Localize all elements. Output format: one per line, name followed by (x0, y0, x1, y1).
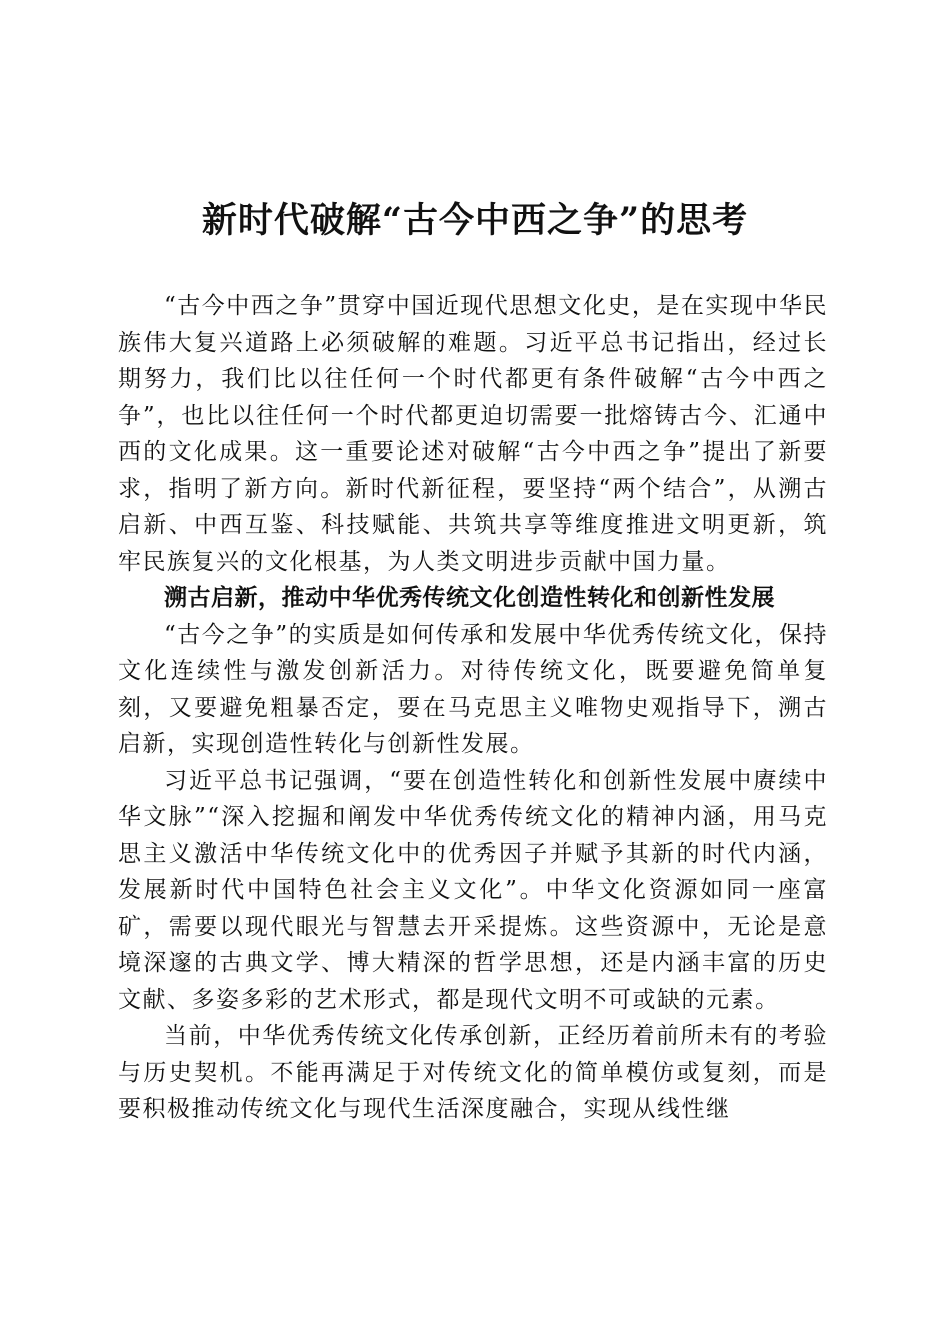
body-paragraph: 习近平总书记强调，“要在创造性转化和创新性发展中赓续中华文脉”“深入挖掘和阐发中华优秀传统文化的精神内涵，用马克思主义激活中华传统文化中的优秀因子并赋予其新的时代内涵，发展新时代中国特色社会主义文化”。中华文化资源如同一座富矿，需要以现代眼光与智慧去开采提炼。这些资源中，无论是意境深邃的古典文学、博大精深的哲学思想，还是内涵丰富的历史文献、多姿多彩的艺术形式，都是现代文明不可或缺的元素。 (118, 767, 828, 1013)
intro-paragraph: “古今中西之争”贯穿中国近现代思想文化史，是在实现中华民族伟大复兴道路上必须破解的难题。习近平总书记指出，经过长期努力，我们比以往任何一个时代都更有条件破解“古今中西之争”，也比以往任何一个时代都更迫切需要一批熔铸古今、汇通中西的文化成果。这一重要论述对破解“古今中西之争”提出了新要求，指明了新方向。新时代新征程，要坚持“两个结合”，从溯古启新、中西互鉴、科技赋能、共筑共享等维度推进文明更新，筑牢民族复兴的文化根基，为人类文明进步贡献中国力量。 (118, 293, 828, 575)
body-paragraph: 当前，中华优秀传统文化传承创新，正经历着前所未有的考验与历史契机。不能再满足于对传统文化的简单模仿或复刻，而是要积极推动传统文化与现代生活深度融合，实现从线性继 (118, 1023, 828, 1122)
body-paragraph: “古今之争”的实质是如何传承和发展中华优秀传统文化，保持文化连续性与激发创新活力。对待传统文化，既要避免简单复刻，又要避免粗暴否定，要在马克思主义唯物史观指导下，溯古启新，实现创造性转化与创新性发展。 (118, 621, 828, 757)
section-heading: 溯古启新，推动中华优秀传统文化创造性转化和创新性发展 (164, 585, 775, 611)
document-body (118, 288, 828, 1128)
document-title: 新时代破解“古今中西之争”的思考 (201, 200, 749, 241)
